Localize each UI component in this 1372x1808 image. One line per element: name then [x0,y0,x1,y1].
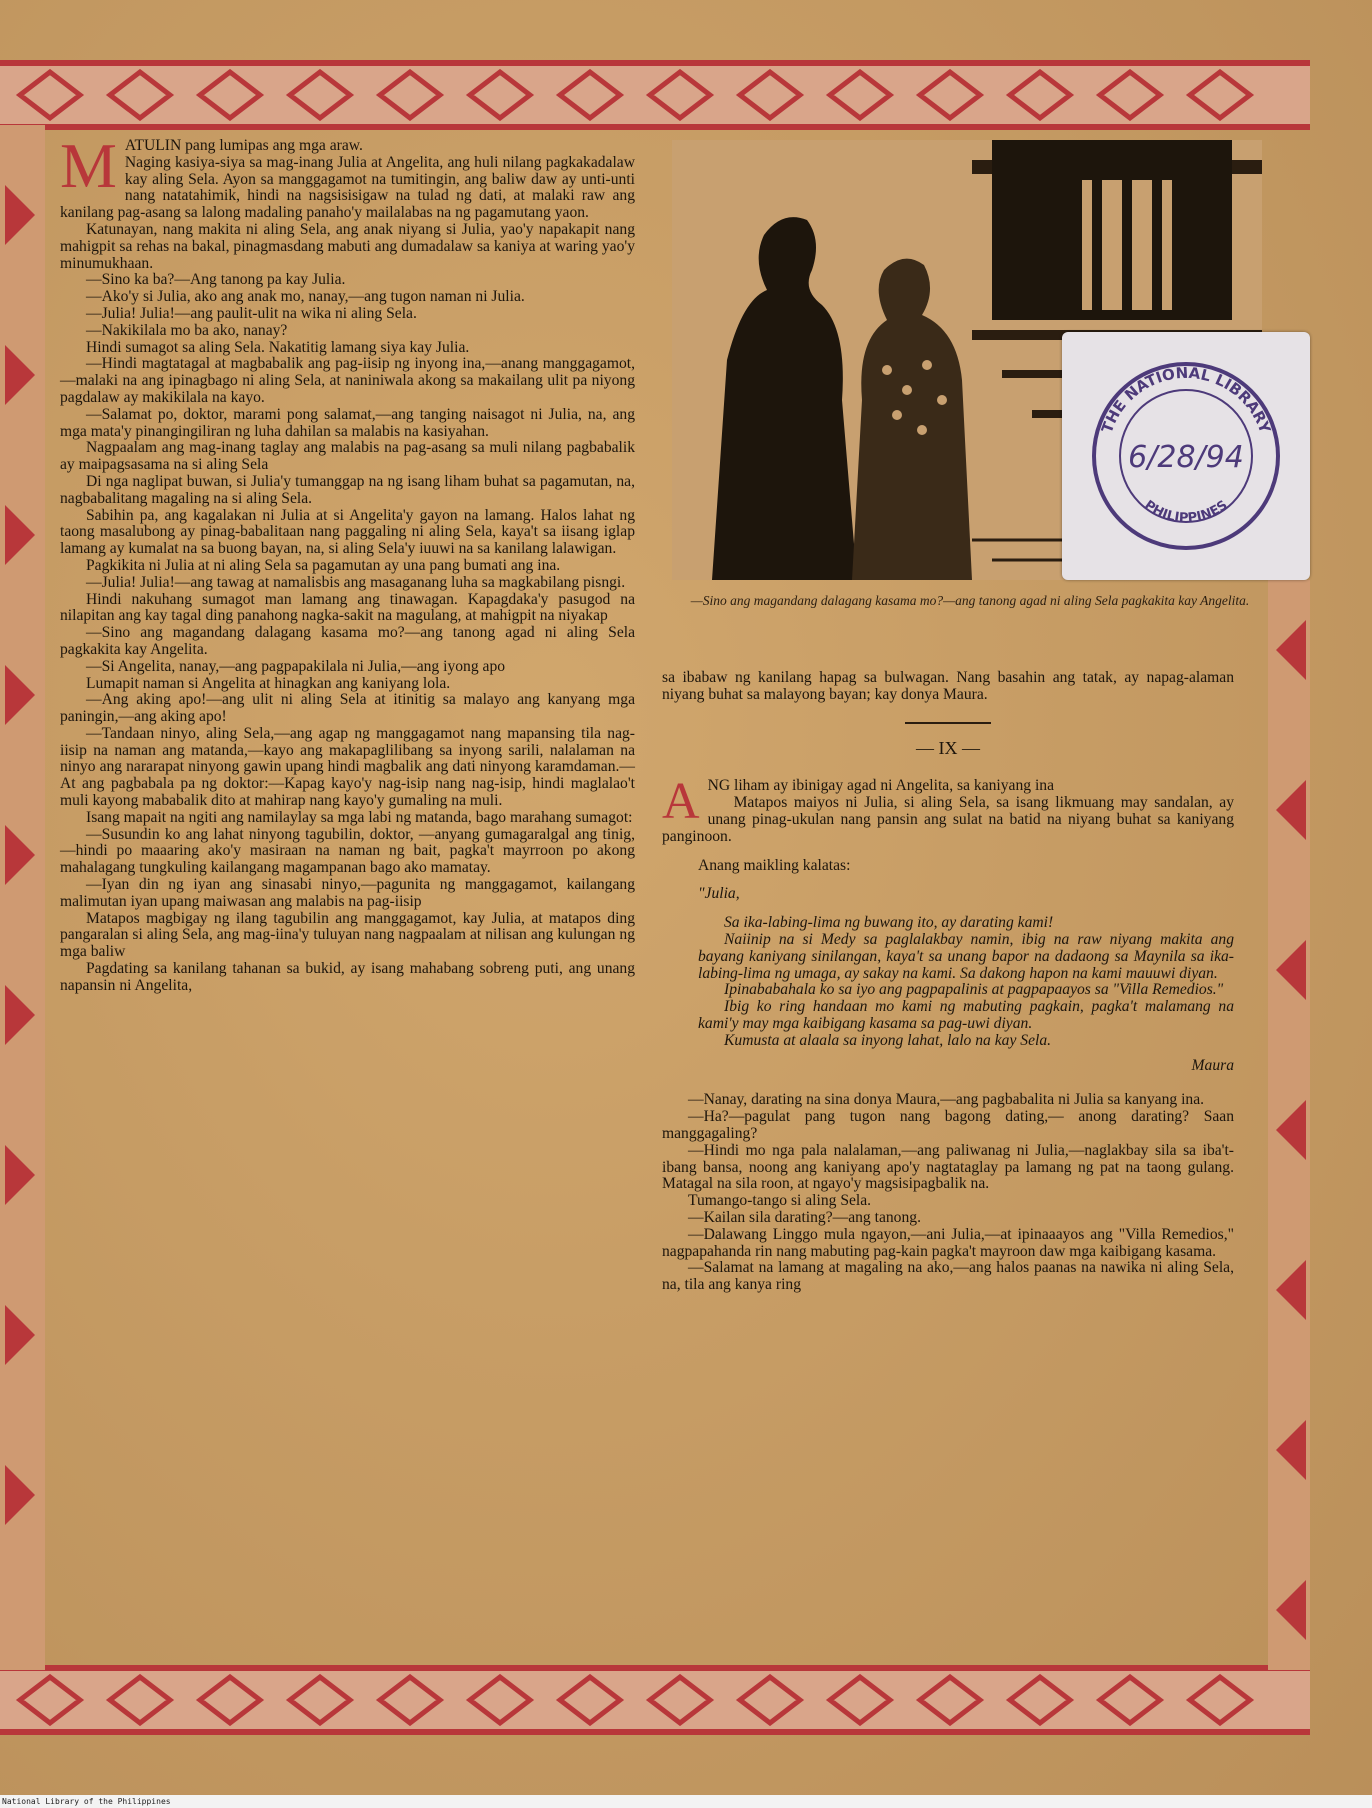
paragraph: —Sino ang magandang dalagang kasama mo?—ang tanong agad ni aling Sela pagkakita kay Angelita. [60,624,635,658]
illustration-caption: —Sino ang magandang dalagang kasama mo?—ang tanong agad ni aling Sela pagkakita kay Angelita. [690,593,1250,608]
drop-cap-m: M [60,130,117,201]
stamp-ring-top-text: THE NATIONAL LIBRARY [1097,363,1275,436]
paragraph: Matapos magbigay ng ilang tagubilin ang manggagamot, kay Julia, at matapos ding pangaralan si aling Sela, ang mag-iina'y tuluyan nang nagpaalam at nilisan ang kulungan ng mga baliw [60,909,635,961]
stamp-date: 6/28/94 [1128,440,1244,475]
letter-paragraph: Ibig ko ring handaan mo kami ng mabuting pagkain, pagka't malamang na kami'y may mga kaibigang kasama sa pag-uwi diyan. [698,998,1234,1032]
paragraph: —Ako'y si Julia, ako ang anak mo, nanay,—ang tugon naman ni Julia. [86,288,525,306]
svg-text:PHILIPPINES [1141,498,1230,526]
paragraph: —Julia! Julia!—ang paulit-ulit na wika ni aling Sela. [86,304,417,322]
stamp-ring-bottom-text: PHILIPPINES [1141,497,1231,527]
drop-cap-a: A [662,773,700,831]
paragraph: —Dalawang Linggo mula ngayon,—ani Julia,—at ipinaaayos ang "Villa Remedios," nagpapahanda rin nang mabuting pag-kain pagka't mayroon daw mga kaibigang kasama. [662,1225,1234,1260]
paragraph: —Nanay, darating na sina donya Maura,—ang pagbabalita ni Julia sa kanyang ina. [688,1091,1205,1109]
right-text-column [662,670,1234,1294]
letter-paragraph: Kumusta at alaala sa inyong lahat, lalo na kay Sela. [724,1031,1052,1049]
paragraph: —Salamat po, doktor, marami pong salamat,—ang tanging naisagot ni Julia, na, ang mga mata'y pinangingiliran ng luha dahilan sa malabis na kasiyahan. [60,405,635,440]
scan-footer: National Library of the Philippines [0,1795,1372,1808]
paragraph: —Ha?—pagulat pang tugon nang bagong dating,— anong darating? Saan manggagaling? [662,1108,1234,1142]
paragraph: —Sino ka ba?—Ang tanong pa kay Julia. [86,271,346,289]
paragraph: —Hindi mo nga pala nalalaman,—ang paliwanag ni Julia,—naglakbay sila sa iba't-ibang bansa, noong ang kaniyang apo'y nagtataglay pa lamang ng pat na taong gulang. Matagal na sila roon, at ngayo'y magsisipagbalik na. [662,1141,1234,1193]
paragraph: —Tandaan ninyo, aling Sela,—ang agap ng manggagamot nang mapansing tila nag-iisip na naman ang matanda,—kayo ang makapaglilibang sa inyong sarili, nalalaman na ninyo ang nararapat ninyong gawin upang hindi magbalik ang dati ninyong karamdaman.—At ang pagbabala pa ng doktor:—Kapag kayo'y nag-isip nang nag-isip, hindi maglalao't muli kayong mababalik dito at mahirap nang kayo'y gumaling na muli. [60,724,635,810]
paragraph: —Kailan sila darating?—ang tanong. [688,1208,921,1226]
decorative-border-bottom [0,1665,1310,1735]
letter-paragraph: Ipinababahala ko sa iyo ang pagpapalinis at pagpapaayos sa "Villa Remedios." [724,981,1224,999]
paragraph: —Iyan din ng iyan ang sinasabi ninyo,—pagunita ng manggagamot, kailangang malimutan iyan upang maiwasan ang malabis na pag-iisip [60,876,635,910]
paragraph: —Julia! Julia!—ang tawag at namalisbis ang masaganang luha sa magkabilang pisngi. [86,573,626,591]
paragraph: Pagdating sa kanilang tahanan sa bukid, ay isang mahabang sobreng puti, ang unang napansin ni Angelita, [60,960,635,994]
decorative-border-top [0,60,1310,130]
letter-intro: Anang maikling kalatas: [698,856,851,874]
paragraph: Pagkikita ni Julia at ni aling Sela sa pagamutan ay una pang bumati ang ina. [86,556,561,574]
library-stamp [1062,332,1310,580]
paragraph: sa ibabaw ng kanilang hapag sa bulwagan. Nang basahin ang tatak, ay napag-alaman niyang buhat sa malayong bayan; kay donya Maura. [662,669,1234,703]
letter-paragraph: Sa ika-labing-lima ng buwang ito, ay darating kami! [724,914,1054,932]
chapter-heading: — IX — [916,737,980,758]
paragraph: —Ang aking apo!—ang ulit ni aling Sela at itinitig sa malayo ang kanyang mga paningin,—ang aking apo! [60,691,635,726]
paragraph: —Hindi magtatagal at magbabalik ang pag-iisip ng inyong ina,—anang manggagamot,—malaki na ang ipinagbago ni aling Sela, at naniniwala akong sa makailang ulit pa niyong pagdalaw ay makikilala na kayo. [60,355,635,406]
decorative-border-left [0,125,45,1670]
letter-signature: Maura [1191,1056,1234,1074]
decorative-border-right [1268,580,1310,1670]
letter-block [698,858,1234,1075]
paragraph: NG liham ay ibinigay agad ni Angelita, sa kaniyang ina [707,777,1055,795]
chapter-divider [905,722,991,724]
letter-paragraph: Naiinip na si Medy sa paglalakbay namin, ibig na raw niyang makita ang bayang kaniyang sinilangan, kaya't sa unang bapor na dadaong sa Maynila sa ika-labing-lima ng umaga, ay sakay na kami. Sa dakong hapon na kami mauuwi diyan. [698,930,1234,982]
svg-text:THE NATIONAL LIBRARY [1098,364,1275,437]
paragraph: —Si Angelita, nanay,—ang pagpapakilala ni Julia,—ang iyong apo [86,657,506,675]
letter-greeting: "Julia, [698,885,740,903]
left-text-column [60,130,635,995]
paragraph: Hindi sumagot sa aling Sela. Nakatitig lamang siya kay Julia. [86,338,470,356]
paragraph: Isang mapait na ngiti ang namilaylay sa mga labi ng matanda, bago marahang sumagot: [86,808,633,826]
paragraph: —Susundin ko ang lahat ninyong tagubilin, doktor, —anyang gumagaralgal ang tinig,—hindi po maaaring ako'y masiraan na naman ng bait, pagka't mayrroon po akong mahalagang tungkuling kailangang magampanan bago ako mamatay. [60,825,635,877]
paragraph: Hindi nakuhang sumagot man lamang ang tinawagan. Kapagdaka'y pasugod na nilapitan ang kay tagal ding panahong nagka-sakit na magulang, at mahigpit na niyakap [60,590,635,625]
paragraph: Naging kasiya-siya sa mag-inang Julia at Angelita, ang huli nilang pagkakadalaw kay aling Sela. Ayon sa manggagamot na tumitingin, ang baliw daw ay unti-unti nang natatahimik, hindi na nagsisisigaw na tulad ng dati, at malaki raw ang kanilang pag-asang sa lalong madaling panaho'y mailalabas na ng pagamutang yaon. [60,153,635,222]
paragraph: Katunayan, nang makita ni aling Sela, ang anak niyang si Julia, yao'y napakapit nang mahigpit sa rehas na bakal, pinagmasdang mabuti ang dumadalaw sa kaniya at waring yao'y minumukhaan. [60,220,635,272]
paragraph: —Salamat na lamang at magaling na ako,—ang halos paanas na nawika ni aling Sela, na, tila ang kanya ring [662,1259,1234,1294]
paragraph: Nagpaalam ang mag-inang taglay ang malabis na pag-asang sa muli nilang pagbabalik ay maipagsasama na si aling Sela [60,439,635,474]
paragraph: ATULIN pang lumipas ang mga araw. [124,137,363,154]
paragraph: Di nga naglipat buwan, si Julia'y tumanggap na ng isang liham buhat sa pagamutan, na, nagbabalitang magaling na si aling Sela. [60,472,635,507]
paragraph: Lumapit naman si Angelita at hinagkan ang kaniyang lola. [86,674,451,692]
paragraph: Sabihin pa, ang kagalakan ni Julia at si Angelita'y gayon na lamang. Halos lahat ng taong masalubong ay pinag-babalitaan nang paggaling ni aling Sela, kaya't sa iisang iglap lamang ay kumalat na sa buong bayan, na, si aling Sela'y iuuwi na sa kanilang lalawigan. [60,506,635,558]
paragraph: Tumango-tango si aling Sela. [688,1192,872,1210]
paragraph: —Nakikilala mo ba ako, nanay? [86,321,288,339]
paragraph: Matapos maiyos ni Julia, si aling Sela, sa isang likmuang may sandalan, ay unang pinag-ukulan nang pansin ang sulat na batid na niyang buhat sa kaniyang panginoon. [662,794,1234,845]
